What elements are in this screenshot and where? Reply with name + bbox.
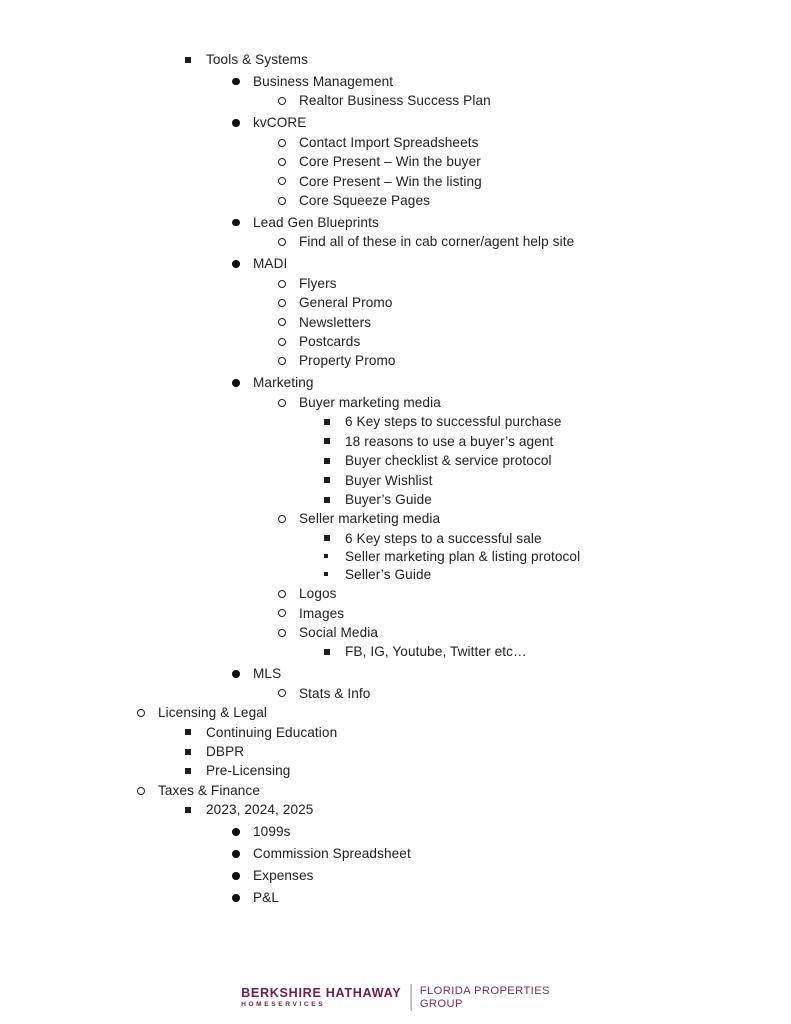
square-bullet-icon <box>185 729 191 735</box>
outline-item <box>0 451 791 470</box>
brand-suffix-line2: GROUP <box>419 997 463 1010</box>
outline-item-text: Newsletters <box>299 314 372 330</box>
footer-logo <box>241 984 550 1011</box>
outline-item-text: Expenses <box>253 868 314 884</box>
outline-item-text: Seller marketing plan & listing protocol <box>345 548 581 564</box>
outline-item-text: Contact Import Spreadsheets <box>299 134 479 150</box>
outline-item <box>0 642 791 661</box>
circle-bullet-icon <box>278 318 286 326</box>
outline-item <box>0 822 791 841</box>
disc-bullet-icon <box>232 872 240 880</box>
bullet-box <box>324 572 345 576</box>
bullet-box <box>278 590 299 598</box>
disc-bullet-icon <box>232 219 240 227</box>
outline-item-text: Images <box>299 605 345 621</box>
outline-item <box>0 313 791 332</box>
disc-bullet-icon <box>232 379 240 387</box>
outline-item <box>0 72 791 91</box>
disc-bullet-icon <box>232 850 240 858</box>
outline-item-text: MADI <box>253 256 288 272</box>
bullet-box <box>185 768 206 774</box>
outline-item-text: MLS <box>253 666 282 682</box>
bullet-box <box>278 177 299 185</box>
outline-item <box>0 844 791 863</box>
outline-item-text: Logos <box>299 586 337 602</box>
bullet-box <box>232 119 253 127</box>
outline-item-text: Property Promo <box>299 353 396 369</box>
outline-item-text: Flyers <box>299 275 337 291</box>
bullet-box <box>185 749 206 755</box>
circle-bullet-icon <box>137 787 145 795</box>
bullet-box <box>278 689 299 697</box>
outline-item-text: Buyer Wishlist <box>345 472 433 488</box>
outline-item-text: Seller’s Guide <box>345 566 432 582</box>
bullet-box <box>278 97 299 105</box>
square-sm-bullet-icon <box>324 572 328 576</box>
outline-item <box>0 800 791 819</box>
outline-item-text: 2023, 2024, 2025 <box>206 802 314 818</box>
outline-item-text: 1099s <box>253 824 291 840</box>
outline-item <box>0 866 791 885</box>
outline-item-text: Pre-Licensing <box>206 763 291 779</box>
bullet-box <box>232 219 253 227</box>
circle-bullet-icon <box>278 609 286 617</box>
outline-item <box>0 293 791 312</box>
bullet-box <box>278 238 299 246</box>
outline-item <box>0 232 791 251</box>
outline-item <box>0 412 791 431</box>
square-bullet-icon <box>185 749 191 755</box>
outline-item <box>0 152 791 171</box>
outline-item <box>0 113 791 132</box>
square-bullet-icon <box>185 57 191 63</box>
outline-item-text: Seller marketing media <box>299 511 441 527</box>
circle-bullet-icon <box>278 338 286 346</box>
disc-bullet-icon <box>232 78 240 86</box>
outline-item <box>0 604 791 623</box>
circle-bullet-icon <box>278 97 286 105</box>
bullet-box <box>185 57 206 63</box>
bullet-box <box>324 535 345 541</box>
brand-suffix-line1: FLORIDA PROPERTIES <box>419 984 550 997</box>
outline-item-text: kvCORE <box>253 115 307 131</box>
outline-item <box>0 781 791 800</box>
circle-bullet-icon <box>137 709 145 717</box>
outline-item <box>0 172 791 191</box>
bullet-box <box>278 280 299 288</box>
outline-item <box>0 351 791 370</box>
footer-divider <box>410 984 412 1011</box>
outline-item-text: Taxes & Finance <box>158 782 260 798</box>
bullet-box <box>232 379 253 387</box>
bullet-box <box>324 649 345 655</box>
outline-item <box>0 723 791 742</box>
bullet-box <box>278 515 299 523</box>
circle-bullet-icon <box>278 515 286 523</box>
outline-item <box>0 133 791 152</box>
outline-item-text: Find all of these in cab corner/agent help site <box>299 234 575 250</box>
bullet-box <box>278 357 299 365</box>
outline-item-text: Buyer’s Guide <box>345 491 432 507</box>
circle-bullet-icon <box>278 357 286 365</box>
circle-bullet-icon <box>278 139 286 147</box>
bullet-box <box>278 399 299 407</box>
outline-item-text: Lead Gen Blueprints <box>253 215 379 231</box>
bullet-box <box>232 850 253 858</box>
outline-item-text: Core Present – Win the listing <box>299 173 482 189</box>
outline-item <box>0 274 791 293</box>
bullet-box <box>232 670 253 678</box>
bullet-box <box>232 260 253 268</box>
outline-item <box>0 703 791 722</box>
outline-item-text: Realtor Business Success Plan <box>299 93 491 109</box>
outline-item-text: P&L <box>253 890 279 906</box>
outline-item <box>0 471 791 490</box>
outline-item <box>0 191 791 210</box>
bullet-box <box>278 299 299 307</box>
bullet-box <box>232 828 253 836</box>
circle-bullet-icon <box>278 689 286 697</box>
bullet-box <box>137 709 158 717</box>
outline-item-text: Buyer marketing media <box>299 394 441 410</box>
outline-item-text: DBPR <box>206 744 245 759</box>
bullet-box <box>278 609 299 617</box>
bullet-box <box>278 158 299 166</box>
outline-item-text: 6 Key steps to a successful sale <box>345 530 542 546</box>
outline-item-text: General Promo <box>299 295 393 311</box>
outline-item-text: Tools & Systems <box>206 52 308 67</box>
outline-item-text: Marketing <box>253 375 314 391</box>
square-bullet-icon <box>324 649 330 655</box>
outline-item-text: Social Media <box>299 624 379 640</box>
outline-item-text: Licensing & Legal <box>158 705 268 721</box>
outline-item <box>0 761 791 780</box>
bullet-box <box>324 497 345 503</box>
bullet-box <box>278 629 299 637</box>
outline-item <box>0 393 791 412</box>
bullet-box <box>324 477 345 483</box>
disc-bullet-icon <box>232 260 240 268</box>
outline-item <box>0 254 791 273</box>
square-bullet-icon <box>185 807 191 813</box>
outline-item <box>0 529 791 548</box>
outline-item <box>0 509 791 528</box>
circle-bullet-icon <box>278 299 286 307</box>
bullet-box <box>278 139 299 147</box>
berkshire-hathaway-wordmark <box>241 987 401 1009</box>
outline-item-text: FB, IG, Youtube, Twitter etc… <box>345 644 527 660</box>
outline-item-text: 6 Key steps to successful purchase <box>345 414 562 430</box>
square-bullet-icon <box>324 438 330 444</box>
brand-secondary-text: HOMESERVICES <box>241 1000 326 1008</box>
bullet-box <box>278 197 299 205</box>
bullet-box <box>185 729 206 735</box>
circle-bullet-icon <box>278 590 286 598</box>
florida-properties-group-wordmark <box>420 985 550 1011</box>
bullet-box <box>324 458 345 464</box>
disc-bullet-icon <box>232 670 240 678</box>
outline-item <box>0 565 791 584</box>
outline-item <box>0 213 791 232</box>
outline-item <box>0 91 791 110</box>
square-bullet-icon <box>324 477 330 483</box>
outline-item-text: Core Squeeze Pages <box>299 193 431 209</box>
outline-item-text: Buyer checklist & service protocol <box>345 453 552 469</box>
outline-item <box>0 490 791 509</box>
outline-item <box>0 332 791 351</box>
circle-bullet-icon <box>278 399 286 407</box>
outline-item <box>0 547 791 566</box>
bullet-box <box>137 787 158 795</box>
outline-item <box>0 373 791 392</box>
circle-bullet-icon <box>278 197 286 205</box>
bullet-box <box>324 554 345 558</box>
bullet-box <box>232 872 253 880</box>
circle-bullet-icon <box>278 280 286 288</box>
bullet-box <box>232 78 253 86</box>
outline-item-text: Continuing Education <box>206 724 338 740</box>
bullet-box <box>232 894 253 902</box>
bullet-box <box>324 438 345 444</box>
circle-bullet-icon <box>278 177 286 185</box>
disc-bullet-icon <box>232 828 240 836</box>
bullet-box <box>324 419 345 425</box>
bullet-box <box>278 338 299 346</box>
square-sm-bullet-icon <box>324 554 328 558</box>
outline-list <box>0 50 791 908</box>
square-bullet-icon <box>324 419 330 425</box>
circle-bullet-icon <box>278 629 286 637</box>
outline-item-text: Postcards <box>299 334 361 350</box>
outline-item-text: Stats & Info <box>299 685 371 701</box>
outline-item <box>0 888 791 907</box>
disc-bullet-icon <box>232 894 240 902</box>
outline-item-text: Commission Spreadsheet <box>253 846 411 862</box>
outline-item-text: Core Present – Win the buyer <box>299 154 481 170</box>
square-bullet-icon <box>324 535 330 541</box>
outline-item <box>0 742 791 761</box>
square-bullet-icon <box>324 458 330 464</box>
outline-item <box>0 664 791 683</box>
outline-item <box>0 584 791 603</box>
outline-item-text: 18 reasons to use a buyer’s agent <box>345 433 554 449</box>
circle-bullet-icon <box>278 158 286 166</box>
outline-item <box>0 50 791 69</box>
outline-item <box>0 684 791 703</box>
outline-item <box>0 432 791 451</box>
outline-item <box>0 623 791 642</box>
bullet-box <box>278 318 299 326</box>
disc-bullet-icon <box>232 119 240 127</box>
square-bullet-icon <box>185 768 191 774</box>
square-bullet-icon <box>324 497 330 503</box>
bullet-box <box>185 807 206 813</box>
brand-primary-text: BERKSHIRE HATHAWAY <box>241 985 402 1000</box>
outline-item-text: Business Management <box>253 74 394 89</box>
circle-bullet-icon <box>278 238 286 246</box>
